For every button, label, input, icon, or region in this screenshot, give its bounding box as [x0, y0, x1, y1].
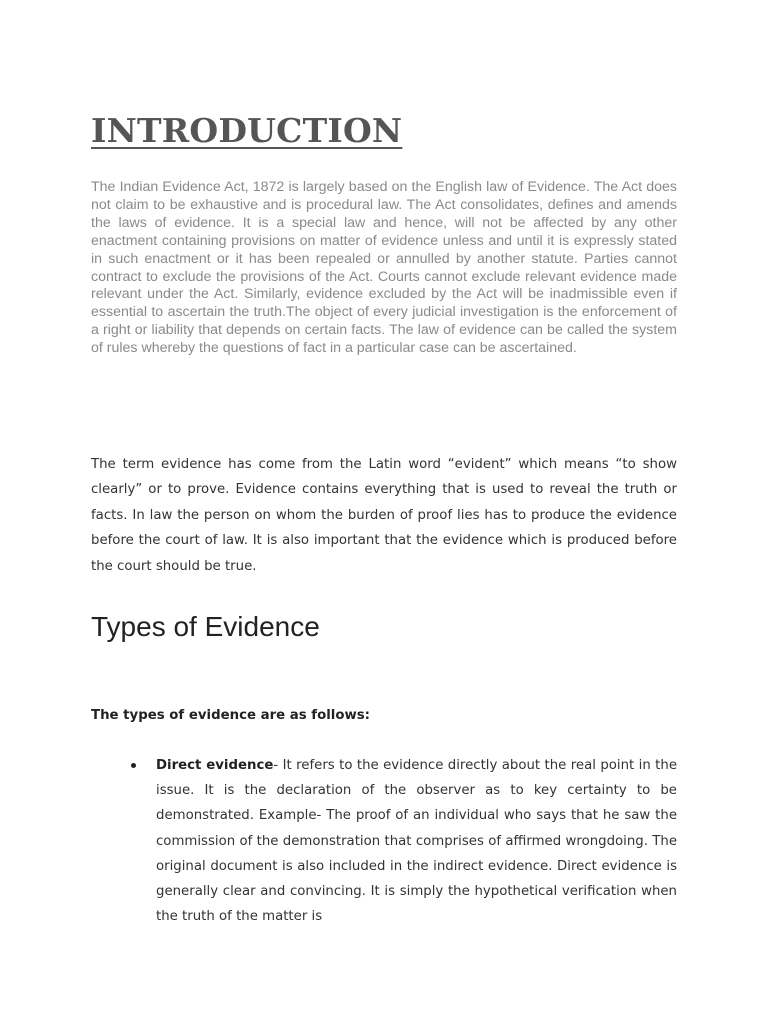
term-evidence-paragraph: The term evidence has come from the Latin word “evident” which means “to show clearly” or to prove. Evidence contains everything that is used to reveal the truth or facts. In law the person on whom the burden of proof lies has to produce the evidence before the court of law. It is also important that the evidence which is produced before the court should be true. [91, 457, 677, 574]
direct-evidence-description: - It refers to the evidence directly about the real point in the issue. It is the declaration of the observer as to key certainty to be demonstrated. Example- The proof of an individual who says that he saw the commission of the demonstration that comprises of affirmed wrongdoing. The original document is also included in the indirect evidence. Direct evidence is generally clear and convincing. It is simply the hypothetical verification when the truth of the matter is [156, 758, 678, 925]
types-intro-text: The types of evidence are as follows: [91, 708, 370, 723]
types-of-evidence-heading: Types of Evidence [91, 611, 320, 642]
direct-evidence-term: Direct evidence [156, 758, 274, 773]
evidence-types-list [91, 753, 677, 929]
bullet-icon [131, 763, 136, 768]
list-item-direct-evidence [91, 753, 677, 929]
introduction-heading: INTRODUCTION [91, 111, 403, 150]
introduction-paragraph: The Indian Evidence Act, 1872 is largely based on the English law of Evidence. The Act does not claim to be exhaustive and is procedural law. The Act consolidates, defines and amends the laws of evidence. It is a special law and hence, will not be affected by any other enactment containing provisions on matter of evidence unless and until it is expressly stated in such enactment or it has been repealed or annulled by another statute. Parties cannot contract to exclude the provisions of the Act. Courts cannot exclude relevant evidence made relevant under the Act. Similarly, evidence excluded by the Act will be inadmissible even if essential to ascertain the truth.The object of every judicial investigation is the enforcement of a right or liability that depends on certain facts. The law of evidence can be called the system of rules whereby the questions of fact in a particular case can be ascertained. [91, 179, 677, 357]
